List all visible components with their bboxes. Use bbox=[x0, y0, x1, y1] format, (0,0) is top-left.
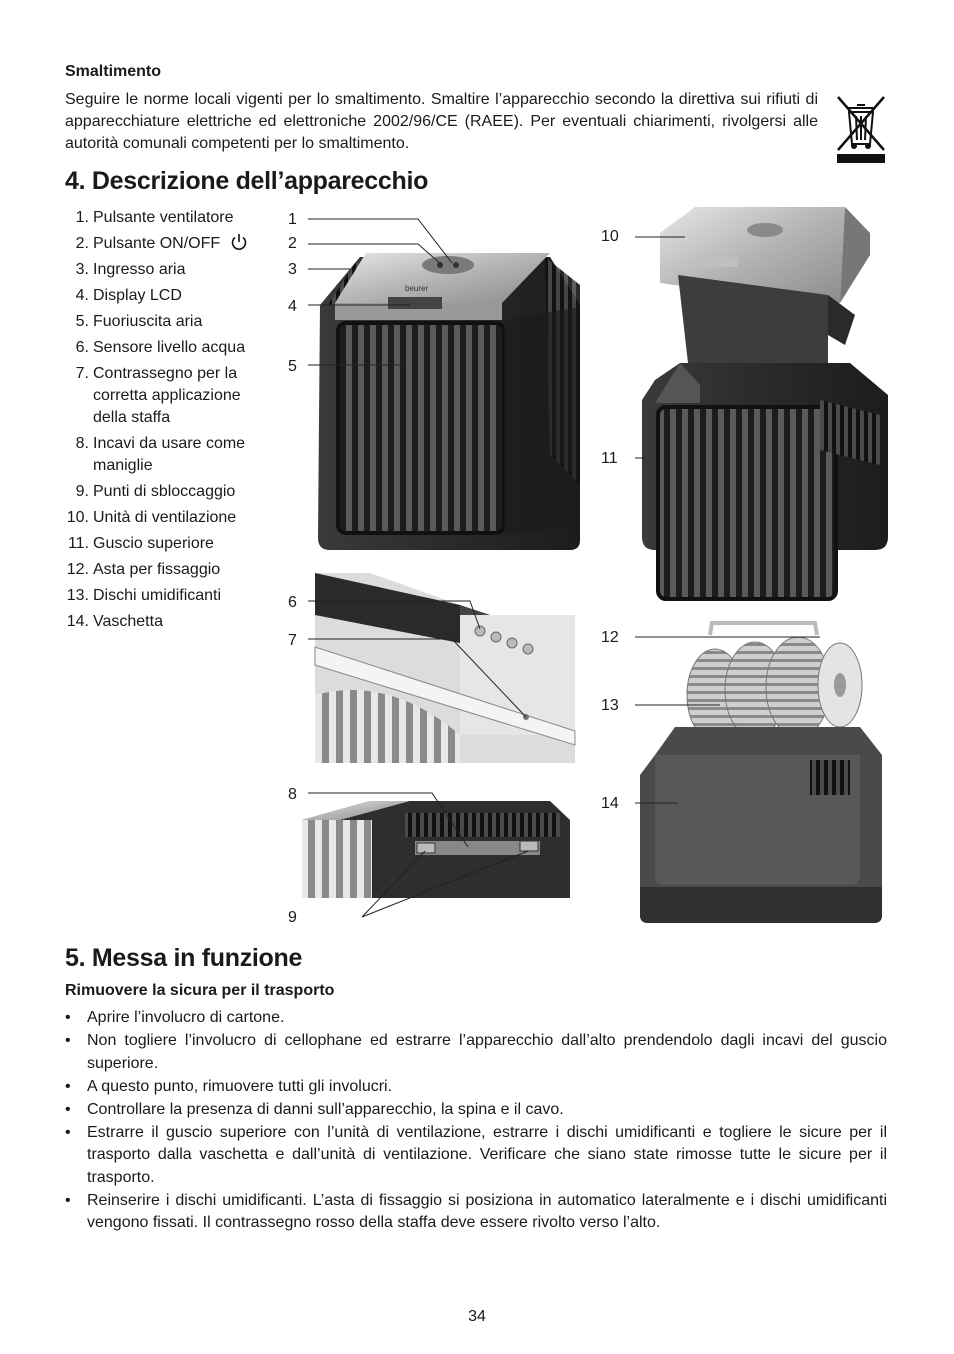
brand-label: beurer bbox=[405, 284, 429, 293]
callout-11: 11 bbox=[601, 450, 618, 467]
callout-5: 5 bbox=[288, 358, 297, 375]
callout-13: 13 bbox=[601, 697, 619, 714]
main-unit bbox=[318, 253, 580, 550]
callout-7: 7 bbox=[288, 632, 297, 649]
list-item: • Aprire l’involucro di cartone. bbox=[65, 1007, 887, 1030]
list-item: 3. Ingresso aria bbox=[75, 261, 186, 278]
upper-shell bbox=[642, 363, 888, 599]
callout-9: 9 bbox=[288, 909, 297, 926]
list-item: 5. Fuoriuscita aria bbox=[75, 313, 203, 330]
callout-4: 4 bbox=[288, 298, 297, 315]
water-tank bbox=[640, 727, 882, 923]
setup-steps bbox=[65, 1007, 887, 1235]
callout-10: 10 bbox=[601, 228, 619, 245]
list-item: 6. Sensore livello acqua bbox=[75, 339, 246, 356]
detail-handles bbox=[302, 801, 570, 898]
callout-8: 8 bbox=[288, 786, 297, 803]
callout-3: 3 bbox=[288, 261, 297, 278]
fan-unit bbox=[660, 207, 870, 385]
list-item: 7. Contrassegno per la corretta applicazione della staffa bbox=[75, 365, 241, 426]
disc-assembly bbox=[687, 623, 862, 741]
list-item: 12. Asta per fissaggio bbox=[66, 561, 221, 578]
page-number: 34 bbox=[468, 1308, 486, 1325]
callout-2: 2 bbox=[288, 235, 297, 252]
list-item: • A questo punto, rimuovere tutti gli involucri. bbox=[65, 1076, 887, 1099]
list-item: 14. Vaschetta bbox=[66, 613, 163, 630]
list-item: 9. Punti di sbloccaggio bbox=[75, 483, 236, 500]
list-item: 2. Pulsante ON/OFF bbox=[65, 233, 275, 255]
section-5-subheading: Rimuovere la sicura per il trasporto bbox=[65, 982, 335, 999]
list-item: • Reinserire i dischi umidificanti. L’asta di fissaggio si posiziona in automatico lateralmente e i dischi umidificanti vengono fissati. Il contrassegno rosso della staffa deve essere rivolto verso l’alto. bbox=[65, 1190, 887, 1235]
callout-1: 1 bbox=[288, 211, 297, 228]
disposal-text: Seguire le norme locali vigenti per lo smaltimento. Smaltire l’apparecchio secondo la direttiva sui rifiuti di apparecchiature elettriche ed elettroniche 2002/96/CE (RAEE). Per eventuali chiarimenti, rivolgersi alle autorità comunali competenti per lo smaltimento. bbox=[65, 91, 818, 152]
list-item: 13. Dischi umidificanti bbox=[66, 587, 222, 604]
list-item: 10. Unità di ventilazione bbox=[66, 509, 237, 526]
crossed-bin-icon bbox=[835, 92, 887, 164]
list-item: 1. Pulsante ventilatore bbox=[75, 209, 234, 226]
section-4-title: 4. Descrizione dell’apparecchio bbox=[65, 167, 429, 195]
list-item: 8. Incavi da usare come maniglie bbox=[75, 435, 246, 474]
parts-list bbox=[65, 207, 275, 637]
callout-14: 14 bbox=[601, 795, 619, 812]
callout-12: 12 bbox=[601, 629, 619, 646]
disposal-heading: Smaltimento bbox=[65, 63, 162, 80]
list-item: • Non togliere l’involucro di cellophane ed estrarre l’apparecchio dall’alto prendendolo dagli incavi del guscio superiore. bbox=[65, 1030, 887, 1075]
power-icon bbox=[229, 233, 249, 251]
list-item: • Controllare la presenza di danni sull’apparecchio, la spina e il cavo. bbox=[65, 1099, 887, 1122]
callout-6: 6 bbox=[288, 594, 297, 611]
section-5-title: 5. Messa in funzione bbox=[65, 944, 303, 972]
list-item: • Estrarre il guscio superiore con l’unità di ventilazione, estrarre i dischi umidificanti e togliere le sicure per il trasporto dalla vaschetta e dall’unità di ventilazione. Verificare che siano state rimosse tutte le sicure per il trasporto. bbox=[65, 1122, 887, 1190]
list-item: 11. Guscio superiore bbox=[67, 535, 214, 552]
list-item: 4. Display LCD bbox=[75, 287, 182, 304]
appliance-illustration bbox=[280, 195, 900, 930]
